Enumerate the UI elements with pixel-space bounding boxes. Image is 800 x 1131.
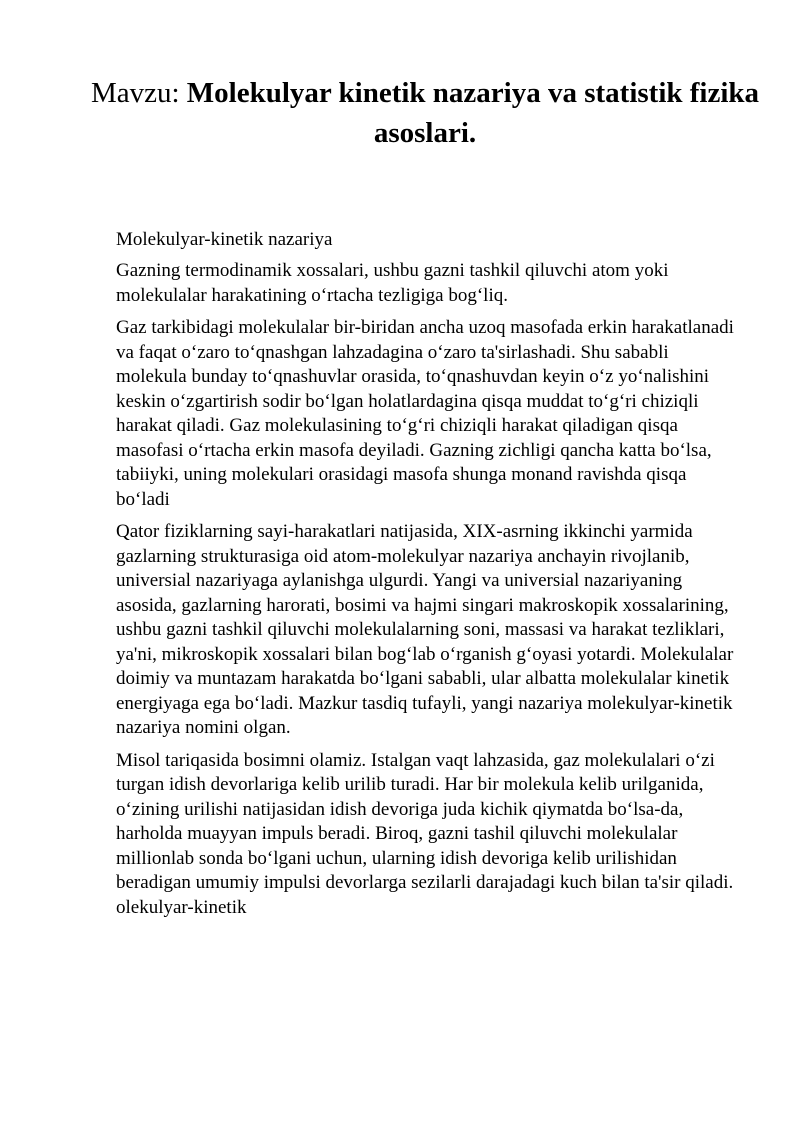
section-heading: Molekulyar-kinetik nazariya — [116, 229, 333, 250]
paragraph: Gaz tarkibidagi molekulalar bir-biridan ancha uzoq masofada erkin harakatlanadi va faqat o‘zaro to‘qnashgan lahzadagina o‘zaro ta'sirlashadi. Shu sababli molekula bunday to‘qnashuvlar orasida, to‘qnashuvdan keyin o‘z yo‘nalishini keskin o‘zgartirish sodir bo‘lgan holatlardagina qisqa muddat to‘g‘ri chiziqli harakat qiladi. Gaz molekulasining to‘g‘ri chiziqli harakat qiladigan qisqa masofasi o‘rtacha erkin masofa deyiladi. Gazning zichligi qancha katta bo‘lsa, tabiiyki, uning molekulari orasidagi masofa shunga monand ravishda qisqa bo‘ladi — [116, 317, 734, 510]
paragraph: Gazning termodinamik xossalari, ushbu gazni tashkil qiluvchi atom yoki molekulalar harakatining o‘rtacha tezligiga bog‘liq. — [116, 260, 669, 306]
document-body — [116, 228, 741, 928]
title-prefix: Mavzu: — [90, 77, 187, 109]
page-title — [60, 73, 790, 153]
paragraph: Misol tariqasida bosimni olamiz. Istalgan vaqt lahzasida, gaz molekulalari o‘zi turgan idish devorlariga kelib urilib turadi. Har bir molekula kelib urilganida, o‘zining urilishi natijasidan idish devoriga juda kichik qiymatda bo‘lsa-da, harholda muayyan impuls beradi. Biroq, gazni tashil qiluvchi molekulalar millionlab sonda bo‘lgani uchun, ularning idish devoriga kelib urilishidan beradigan umumiy impulsi devorlarga sezilarli darajadagi kuch bilan ta'sir qiladi. olekulyar-kinetik — [116, 749, 734, 918]
paragraph: Qator fiziklarning sayi-harakatlari natijasida, XIX-asrning ikkinchi yarmida gazlarning strukturasiga oid atom-molekulyar nazariya anchayin rivojlanib, universial nazariyaga aylanishga ulgurdi. Yangi va universial nazariyaning asosida, gazlarning harorati, bosimi va hajmi singari makroskopik xossalarining, ushbu gazni tashkil qiluvchi molekulalarning soni, massasi va harakat tezliklari, ya'ni, mikroskopik xossalari bilan bog‘lab o‘rganish g‘oyasi yotardi. Molekulalar doimiy va muntazam harakatda bo‘lgani sababli, ular albatta molekulalar kinetik energiyaga ega bo‘ladi. Mazkur tasdiq tufayli, yangi nazariya molekulyar-kinetik nazariya nomini olgan. — [116, 521, 734, 738]
title-main: Molekulyar kinetik nazariya va statistik fizika asoslari. — [186, 77, 760, 149]
